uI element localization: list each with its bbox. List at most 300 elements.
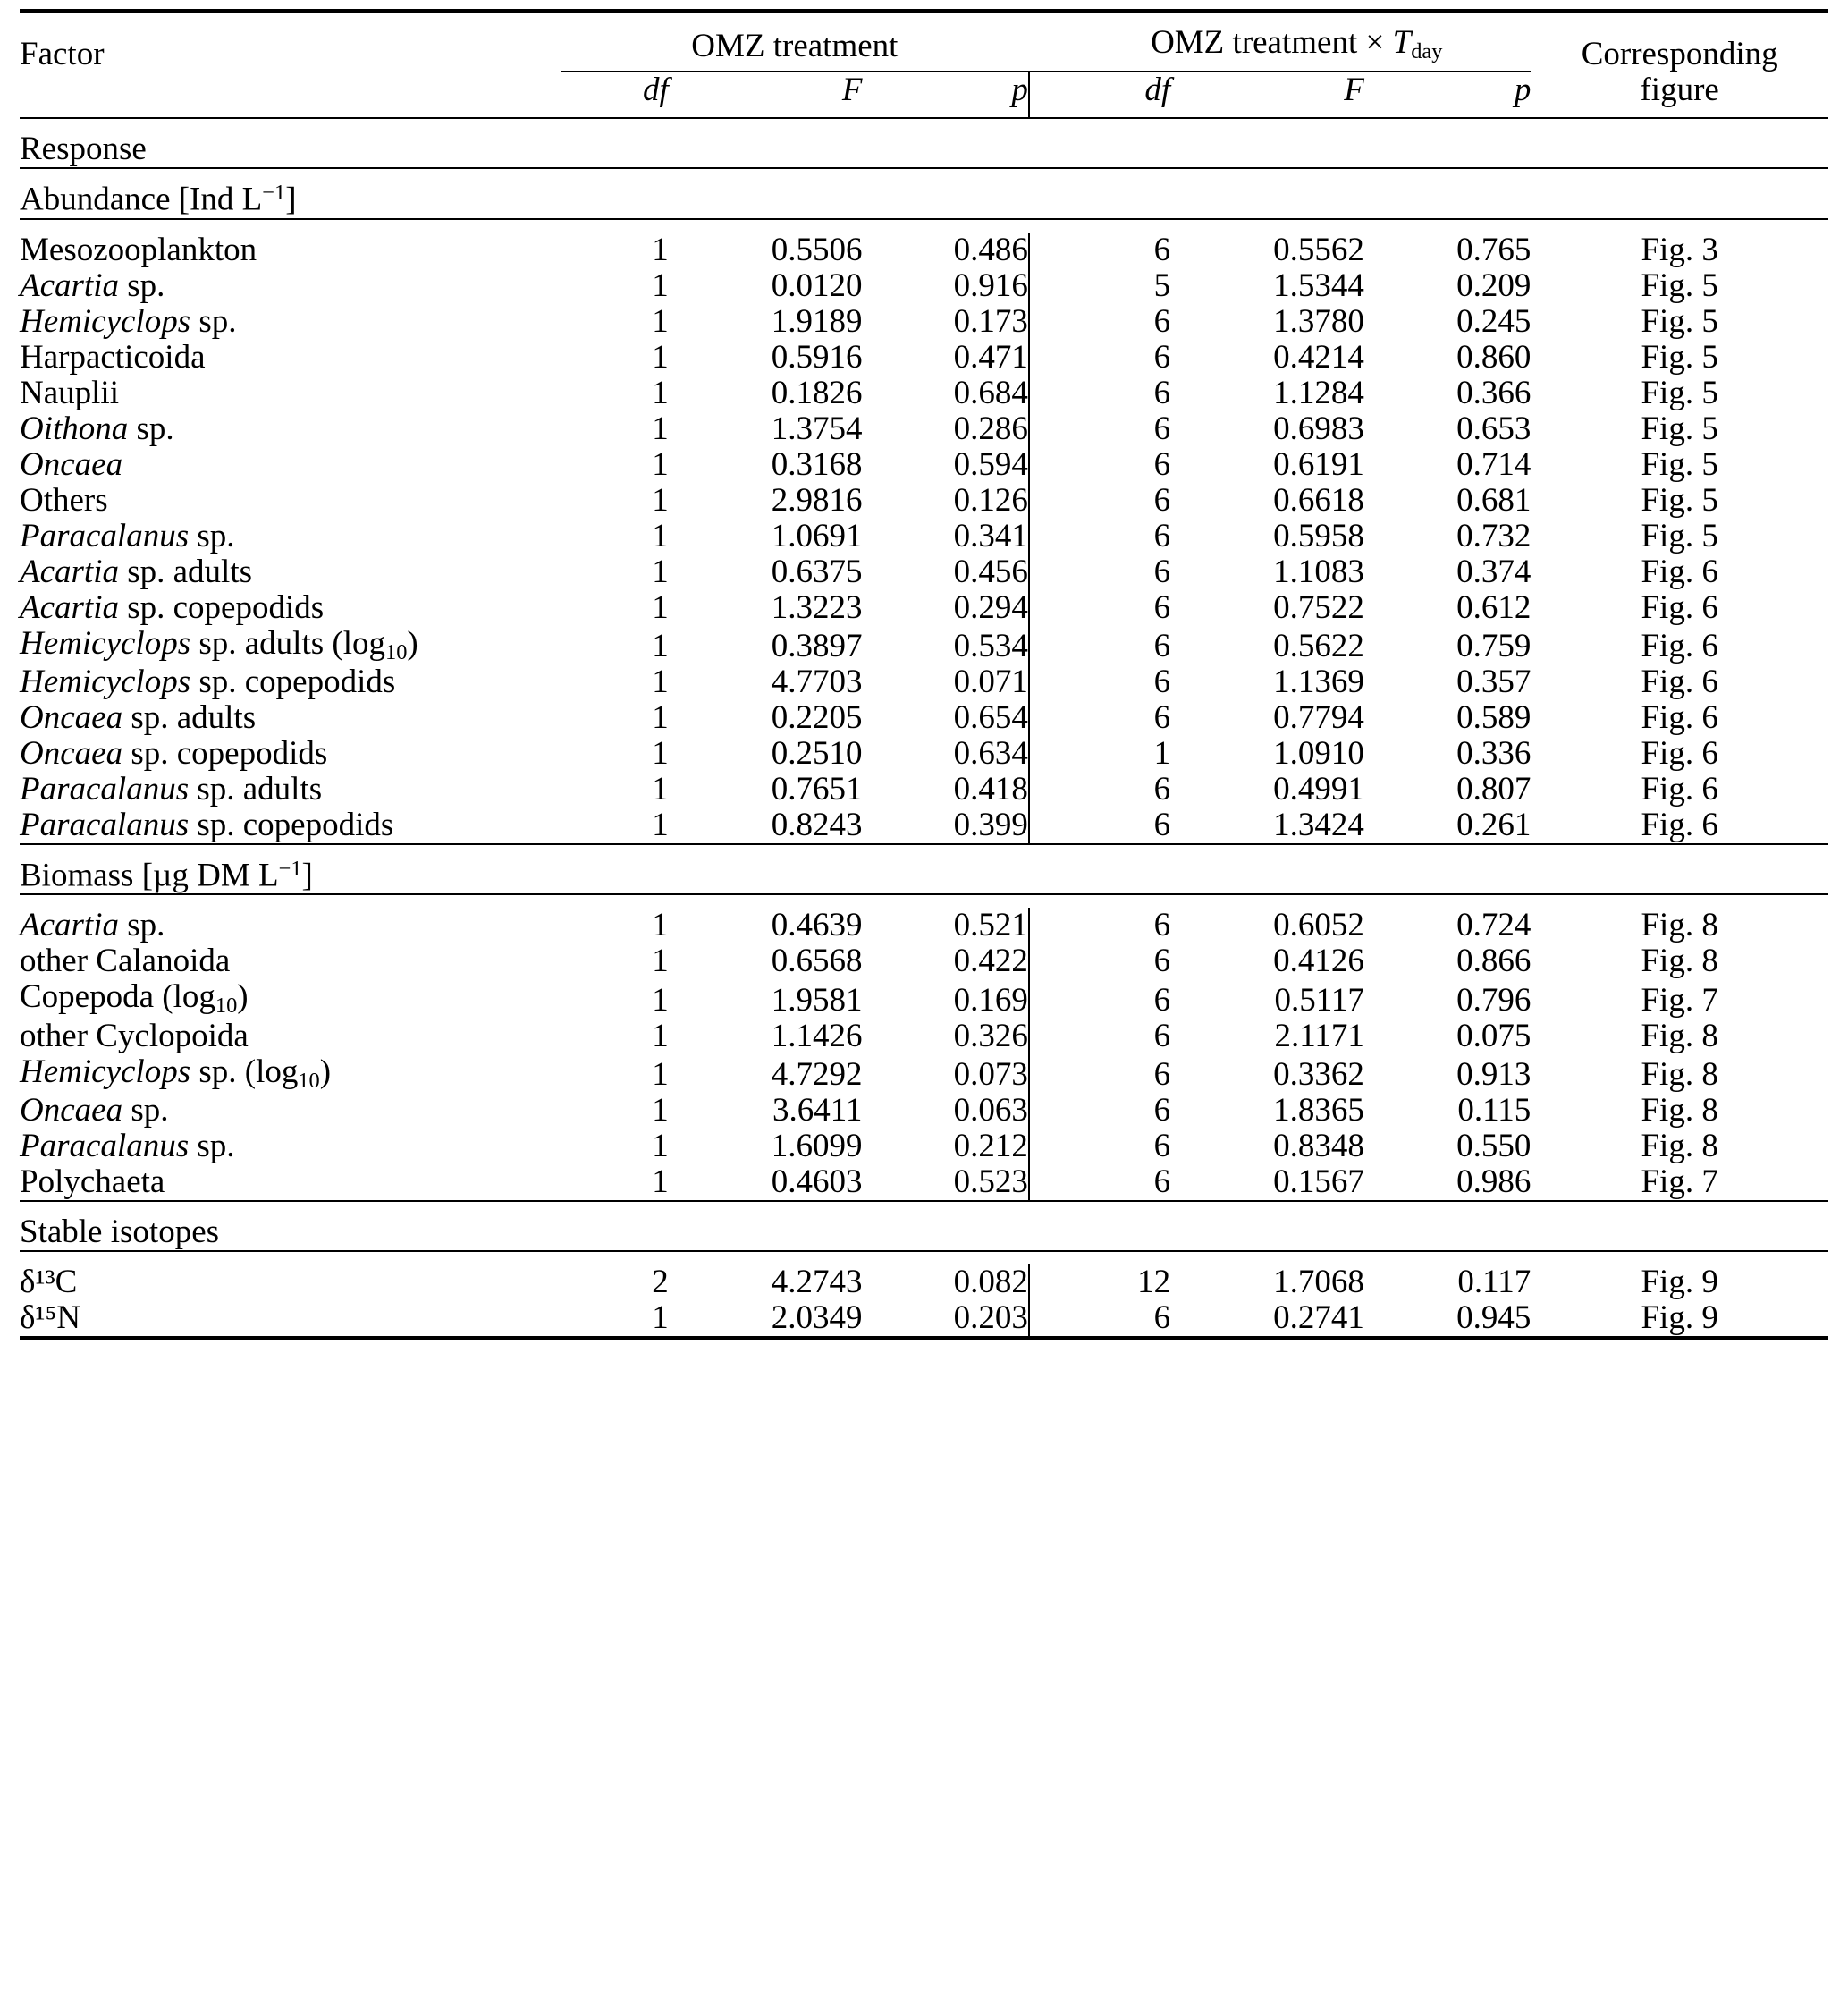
row-p-omz: 0.286: [953, 410, 1028, 447]
row-df-omz: 1: [652, 338, 669, 376]
row-factor: Paracalanus sp. copepodids: [20, 806, 394, 843]
section-label: Biomass [µg DM $L^{-1}$]: [20, 856, 313, 894]
row-f-interaction: 1.0910: [1273, 734, 1364, 772]
row-factor: Harpacticoida: [20, 338, 206, 376]
row-f-omz: 0.6568: [771, 943, 863, 980]
row-p-omz: 0.073: [953, 1056, 1028, 1094]
rule-divider-5: [20, 1201, 1828, 1214]
row-f-omz: 1.3754: [771, 410, 863, 447]
row-factor: δ¹³C: [20, 1264, 78, 1301]
row-factor: Oncaea: [20, 445, 123, 483]
row-f-omz: 1.6099: [771, 1128, 863, 1165]
row-f-omz: 0.3168: [771, 445, 863, 483]
table-row: [20, 1019, 1828, 1054]
header-df-2-label: df: [1144, 72, 1171, 109]
row-f-omz: 0.8243: [771, 806, 863, 843]
row-f-interaction: 0.3362: [1273, 1056, 1364, 1094]
row-p-omz: 0.654: [953, 698, 1028, 736]
row-f-interaction: 1.3424: [1273, 806, 1364, 843]
header-df-1-label: df: [642, 72, 669, 109]
row-vertical-separator: [1029, 808, 1062, 844]
row-vertical-separator: [1029, 1300, 1062, 1338]
row-df-interaction: 1: [1153, 734, 1171, 772]
row-vertical-separator: [1029, 340, 1062, 376]
row-figure-reference: Fig. 5: [1641, 338, 1718, 376]
table-row: [20, 979, 1828, 1018]
row-vertical-separator: [1029, 979, 1062, 1018]
row-p-omz: 0.418: [953, 770, 1028, 808]
row-f-omz: 0.4603: [771, 1163, 863, 1201]
header-f-1-label: F: [841, 72, 863, 109]
row-factor: Paracalanus sp.: [20, 1128, 235, 1165]
row-p-interaction: 0.245: [1456, 302, 1532, 340]
row-vertical-separator: [1029, 447, 1062, 483]
row-f-omz: 4.7703: [771, 664, 863, 700]
row-f-omz: 0.7651: [771, 770, 863, 808]
row-factor: Hemicyclops sp.: [20, 302, 237, 340]
table-row: [20, 908, 1828, 943]
row-df-omz: 1: [652, 770, 669, 808]
row-factor: Hemicyclops sp. copepodids: [20, 664, 396, 700]
rule-divider-3: [20, 844, 1828, 858]
row-df-interaction: 6: [1153, 1017, 1171, 1054]
row-p-interaction: 0.714: [1456, 445, 1532, 483]
row-f-omz: 1.0691: [771, 517, 863, 554]
row-figure-reference: Fig. 6: [1641, 588, 1718, 626]
row-factor: Acartia sp. copepodids: [20, 588, 325, 626]
row-figure-reference: Fig. 6: [1641, 553, 1718, 590]
row-df-interaction: 6: [1153, 943, 1171, 980]
rule-divider-1: [20, 168, 1828, 182]
row-df-interaction: 6: [1153, 628, 1171, 665]
header-group2-pre: OMZ treatment ×: [1151, 24, 1393, 61]
rule-divider-0: [20, 118, 1828, 131]
header-p-1-label: p: [1011, 72, 1028, 109]
row-p-omz: 0.203: [953, 1299, 1028, 1336]
row-df-interaction: 6: [1153, 1092, 1171, 1129]
row-f-interaction: 0.1567: [1273, 1163, 1364, 1201]
row-f-interaction: 0.6618: [1273, 481, 1364, 519]
header-df-1: [561, 72, 669, 118]
header-p-2: [1364, 72, 1531, 118]
row-p-omz: 0.169: [953, 981, 1028, 1019]
row-df-omz: 1: [652, 445, 669, 483]
row-p-omz: 0.063: [953, 1092, 1028, 1129]
row-factor: other Calanoida: [20, 943, 231, 980]
row-df-interaction: 6: [1153, 445, 1171, 483]
row-vertical-separator: [1029, 943, 1062, 979]
row-f-interaction: 0.4991: [1273, 770, 1364, 808]
row-f-omz: 0.5506: [771, 232, 863, 269]
row-df-omz: 1: [652, 1299, 669, 1336]
row-figure-reference: Fig. 5: [1641, 481, 1718, 519]
row-p-interaction: 0.945: [1456, 1299, 1532, 1336]
row-f-omz: 1.9189: [771, 302, 863, 340]
row-figure-reference: Fig. 6: [1641, 770, 1718, 808]
table-row: [20, 411, 1828, 447]
header-group-separator: [1029, 25, 1062, 72]
row-f-interaction: 1.5344: [1273, 267, 1364, 304]
row-vertical-separator: [1029, 1164, 1062, 1201]
row-p-omz: 0.486: [953, 232, 1028, 269]
row-f-omz: 0.5916: [771, 338, 863, 376]
row-df-interaction: 6: [1153, 302, 1171, 340]
row-figure-reference: Fig. 5: [1641, 410, 1718, 447]
row-factor: Oithona sp.: [20, 410, 174, 447]
header-p-1: [862, 72, 1028, 118]
table-row: [20, 1093, 1828, 1129]
header-group2-italic: T: [1392, 24, 1412, 61]
row-df-omz: 1: [652, 943, 669, 980]
row-p-omz: 0.294: [953, 588, 1028, 626]
row-p-omz: 0.471: [953, 338, 1028, 376]
row-p-omz: 0.212: [953, 1128, 1028, 1165]
row-f-interaction: 0.7794: [1273, 698, 1364, 736]
row-vertical-separator: [1029, 304, 1062, 340]
row-df-interaction: 6: [1153, 481, 1171, 519]
row-f-interaction: 0.6983: [1273, 410, 1364, 447]
row-f-interaction: 2.1171: [1274, 1017, 1364, 1054]
row-vertical-separator: [1029, 1264, 1062, 1300]
row-f-interaction: 0.8348: [1273, 1128, 1364, 1165]
row-figure-reference: Fig. 8: [1641, 1017, 1718, 1054]
row-p-interaction: 0.860: [1456, 338, 1532, 376]
row-df-interaction: 6: [1153, 1056, 1171, 1094]
row-factor: Hemicyclops sp. $(\log_{10})$: [20, 1053, 332, 1093]
row-df-interaction: 6: [1153, 232, 1171, 269]
rule-divider-6: [20, 1251, 1828, 1264]
row-f-interaction: 1.1083: [1273, 553, 1364, 590]
row-df-omz: 1: [652, 1017, 669, 1054]
row-factor: Paracalanus sp. adults: [20, 770, 323, 808]
row-p-omz: 0.082: [953, 1264, 1028, 1301]
section-header-row: [20, 182, 1828, 219]
row-p-interaction: 0.759: [1456, 628, 1532, 665]
row-p-interaction: 0.807: [1456, 770, 1532, 808]
row-p-interaction: 0.866: [1456, 943, 1532, 980]
row-p-interaction: 0.357: [1456, 664, 1532, 700]
row-f-omz: 1.1426: [771, 1017, 863, 1054]
row-vertical-separator: [1029, 483, 1062, 519]
row-vertical-separator: [1029, 411, 1062, 447]
row-f-interaction: 0.5958: [1273, 517, 1364, 554]
row-df-interaction: 6: [1153, 806, 1171, 843]
row-figure-reference: Fig. 8: [1641, 1128, 1718, 1165]
row-figure-reference: Fig. 7: [1641, 981, 1718, 1019]
row-figure-reference: Fig. 5: [1641, 302, 1718, 340]
header-group-row: [20, 25, 1828, 72]
row-factor: Acartia sp.: [20, 907, 165, 944]
row-df-interaction: 6: [1153, 1163, 1171, 1201]
row-figure-reference: Fig. 8: [1641, 907, 1718, 944]
row-f-omz: 0.4639: [771, 907, 863, 944]
section-label: Abundance [Ind $L^{-1}$]: [20, 181, 297, 219]
row-p-omz: 0.422: [953, 943, 1028, 980]
row-factor: Hemicyclops sp. adults $(\log_{10})$: [20, 624, 418, 664]
row-figure-reference: Fig. 6: [1641, 806, 1718, 843]
row-figure-reference: Fig. 5: [1641, 445, 1718, 483]
row-f-interaction: 0.2741: [1273, 1299, 1364, 1336]
row-vertical-separator: [1029, 664, 1062, 700]
row-f-omz: 1.9581: [771, 981, 863, 1019]
row-df-omz: 1: [652, 628, 669, 665]
table-row: [20, 268, 1828, 304]
table-row: [20, 664, 1828, 700]
row-f-interaction: 0.7522: [1273, 588, 1364, 626]
row-p-interaction: 0.796: [1456, 981, 1532, 1019]
row-vertical-separator: [1029, 590, 1062, 626]
row-figure-reference: Fig. 8: [1641, 943, 1718, 980]
row-vertical-separator: [1029, 376, 1062, 411]
row-figure-reference: Fig. 6: [1641, 664, 1718, 700]
row-f-omz: 0.2510: [771, 734, 863, 772]
row-df-interaction: 6: [1153, 588, 1171, 626]
table-row: [20, 1054, 1828, 1093]
row-figure-reference: Fig. 7: [1641, 1163, 1718, 1201]
row-vertical-separator: [1029, 700, 1062, 736]
row-vertical-separator: [1029, 1129, 1062, 1164]
row-df-omz: 1: [652, 553, 669, 590]
row-p-omz: 0.126: [953, 481, 1028, 519]
row-f-omz: 1.3223: [771, 588, 863, 626]
table-row: [20, 590, 1828, 626]
row-factor: other Cyclopoida: [20, 1017, 249, 1054]
row-p-interaction: 0.612: [1456, 588, 1532, 626]
row-df-omz: 1: [652, 374, 669, 411]
row-df-omz: 1: [652, 302, 669, 340]
row-p-interaction: 0.550: [1456, 1128, 1532, 1165]
row-p-interaction: 0.115: [1457, 1092, 1532, 1129]
row-p-omz: 0.916: [953, 267, 1028, 304]
rule-divider-4: [20, 894, 1828, 908]
row-f-interaction: 0.4214: [1273, 338, 1364, 376]
row-vertical-separator: [1029, 268, 1062, 304]
row-p-omz: 0.399: [953, 806, 1028, 843]
header-group-omz: OMZ treatment: [561, 25, 1029, 72]
row-df-omz: 2: [652, 1264, 669, 1301]
table-row: [20, 1164, 1828, 1201]
row-figure-reference: Fig. 5: [1641, 267, 1718, 304]
row-vertical-separator: [1029, 1093, 1062, 1129]
row-p-interaction: 0.681: [1456, 481, 1532, 519]
table-row: [20, 483, 1828, 519]
rule-bottom: [20, 1338, 1828, 1352]
section-header-row: [20, 131, 1828, 168]
row-p-omz: 0.523: [953, 1163, 1028, 1201]
row-f-omz: 0.0120: [771, 267, 863, 304]
row-factor: Nauplii: [20, 374, 119, 411]
row-df-interaction: 6: [1153, 374, 1171, 411]
row-p-omz: 0.341: [953, 517, 1028, 554]
row-f-omz: 4.2743: [771, 1264, 863, 1301]
row-df-omz: 1: [652, 664, 669, 700]
row-p-interaction: 0.261: [1456, 806, 1532, 843]
header-factor: Factor: [20, 35, 105, 72]
row-df-omz: 1: [652, 907, 669, 944]
row-f-omz: 0.3897: [771, 628, 863, 665]
row-f-interaction: 1.1369: [1273, 664, 1364, 700]
row-f-interaction: 1.1284: [1273, 374, 1364, 411]
statistics-table: [20, 9, 1828, 1352]
row-p-interaction: 0.732: [1456, 517, 1532, 554]
row-p-interaction: 0.336: [1456, 734, 1532, 772]
table-row: [20, 340, 1828, 376]
row-df-omz: 1: [652, 1092, 669, 1129]
header-vertical-separator: [1029, 72, 1062, 118]
row-f-omz: 0.2205: [771, 698, 863, 736]
row-f-interaction: 0.6052: [1273, 907, 1364, 944]
table-row: [20, 700, 1828, 736]
row-factor: Acartia sp. adults: [20, 553, 253, 590]
row-p-interaction: 0.366: [1456, 374, 1532, 411]
table-row: [20, 304, 1828, 340]
row-vertical-separator: [1029, 233, 1062, 268]
table-row: [20, 447, 1828, 483]
row-f-omz: 2.0349: [771, 1299, 863, 1336]
row-f-omz: 0.6375: [771, 553, 863, 590]
row-vertical-separator: [1029, 1054, 1062, 1093]
table-row: [20, 1129, 1828, 1164]
row-vertical-separator: [1029, 554, 1062, 590]
row-df-interaction: 12: [1137, 1264, 1171, 1301]
row-df-interaction: 6: [1153, 410, 1171, 447]
row-df-omz: 1: [652, 410, 669, 447]
row-df-interaction: 6: [1153, 907, 1171, 944]
row-f-omz: 4.7292: [771, 1056, 863, 1094]
table-row: [20, 943, 1828, 979]
row-df-interaction: 6: [1153, 1128, 1171, 1165]
table-row: [20, 376, 1828, 411]
row-figure-reference: Fig. 6: [1641, 698, 1718, 736]
table-row: [20, 233, 1828, 268]
header-p-2-label: p: [1514, 72, 1532, 109]
row-factor: Oncaea sp. adults: [20, 698, 257, 736]
row-figure-reference: Fig. 8: [1641, 1056, 1718, 1094]
header-group-omz-tday: [1062, 25, 1531, 72]
row-f-interaction: 0.5117: [1274, 981, 1364, 1019]
table-row: [20, 1264, 1828, 1300]
row-factor: Polychaeta: [20, 1163, 165, 1201]
table-row: [20, 519, 1828, 554]
row-df-interaction: 6: [1153, 553, 1171, 590]
row-vertical-separator: [1029, 908, 1062, 943]
row-figure-reference: Fig. 5: [1641, 374, 1718, 411]
row-vertical-separator: [1029, 1019, 1062, 1054]
row-f-interaction: 1.7068: [1273, 1264, 1364, 1301]
row-df-omz: 1: [652, 517, 669, 554]
row-p-interaction: 0.075: [1456, 1017, 1532, 1054]
row-figure-reference: Fig. 6: [1641, 734, 1718, 772]
row-df-omz: 1: [652, 267, 669, 304]
header-f-2: [1170, 72, 1364, 118]
row-df-interaction: 6: [1153, 770, 1171, 808]
table-row: [20, 772, 1828, 808]
row-factor: Oncaea sp.: [20, 1092, 169, 1129]
row-p-interaction: 0.589: [1456, 698, 1532, 736]
header-f-2-label: F: [1344, 72, 1364, 109]
row-p-omz: 0.173: [953, 302, 1028, 340]
row-figure-reference: Fig. 3: [1641, 232, 1718, 269]
row-f-omz: 3.6411: [772, 1092, 863, 1129]
row-df-omz: 1: [652, 734, 669, 772]
rule-divider-2: [20, 219, 1828, 233]
row-f-omz: 2.9816: [771, 481, 863, 519]
row-df-omz: 1: [652, 981, 669, 1019]
header-sub-row: [20, 72, 1828, 118]
row-p-omz: 0.326: [953, 1017, 1028, 1054]
header-df-2: [1062, 72, 1170, 118]
row-f-interaction: 1.8365: [1273, 1092, 1364, 1129]
row-f-interaction: 0.5562: [1273, 232, 1364, 269]
row-df-interaction: 6: [1153, 517, 1171, 554]
row-factor: Acartia sp.: [20, 267, 165, 304]
row-p-interaction: 0.374: [1456, 553, 1532, 590]
table-row: [20, 1300, 1828, 1338]
row-p-interaction: 0.765: [1456, 232, 1532, 269]
table-row: [20, 626, 1828, 664]
row-factor: Mesozooplankton: [20, 232, 257, 269]
row-vertical-separator: [1029, 519, 1062, 554]
row-p-omz: 0.521: [953, 907, 1028, 944]
row-df-omz: 1: [652, 1128, 669, 1165]
section-label: Stable isotopes: [20, 1214, 220, 1251]
row-factor: Copepoda $(\log_{10})$: [20, 978, 249, 1019]
row-p-omz: 0.534: [953, 628, 1028, 665]
rule-top: [20, 11, 1828, 25]
row-p-omz: 0.634: [953, 734, 1028, 772]
row-p-omz: 0.684: [953, 374, 1028, 411]
row-vertical-separator: [1029, 736, 1062, 772]
row-f-interaction: 1.3780: [1273, 302, 1364, 340]
row-p-interaction: 0.986: [1456, 1163, 1532, 1201]
header-corresponding: Corresponding: [1581, 35, 1778, 72]
table-row: [20, 808, 1828, 844]
row-figure-reference: Fig. 9: [1641, 1299, 1718, 1336]
row-factor: Paracalanus sp.: [20, 517, 235, 554]
section-label: Response: [20, 131, 147, 168]
row-df-interaction: 5: [1153, 267, 1171, 304]
row-p-interaction: 0.653: [1456, 410, 1532, 447]
section-header-row: [20, 1214, 1828, 1251]
row-f-interaction: 0.4126: [1273, 943, 1364, 980]
row-factor: Others: [20, 481, 108, 519]
row-f-interaction: 0.5622: [1273, 628, 1364, 665]
header-group2-sub: day: [1411, 39, 1443, 64]
row-df-interaction: 6: [1153, 1299, 1171, 1336]
row-factor: δ¹⁵N: [20, 1299, 81, 1336]
row-figure-reference: Fig. 8: [1641, 1092, 1718, 1129]
row-df-omz: 1: [652, 806, 669, 843]
header-figure: figure: [1640, 72, 1719, 109]
row-p-omz: 0.456: [953, 553, 1028, 590]
section-header-row: [20, 858, 1828, 895]
row-df-omz: 1: [652, 1163, 669, 1201]
row-p-omz: 0.071: [953, 664, 1028, 700]
row-f-omz: 0.1826: [771, 374, 863, 411]
header-f-1: [669, 72, 863, 118]
table-row: [20, 554, 1828, 590]
row-p-interaction: 0.209: [1456, 267, 1532, 304]
row-vertical-separator: [1029, 772, 1062, 808]
row-f-interaction: 0.6191: [1273, 445, 1364, 483]
row-df-omz: 1: [652, 588, 669, 626]
row-df-interaction: 6: [1153, 981, 1171, 1019]
row-p-omz: 0.594: [953, 445, 1028, 483]
row-df-interaction: 6: [1153, 698, 1171, 736]
row-df-interaction: 6: [1153, 338, 1171, 376]
row-df-omz: 1: [652, 232, 669, 269]
row-figure-reference: Fig. 5: [1641, 517, 1718, 554]
